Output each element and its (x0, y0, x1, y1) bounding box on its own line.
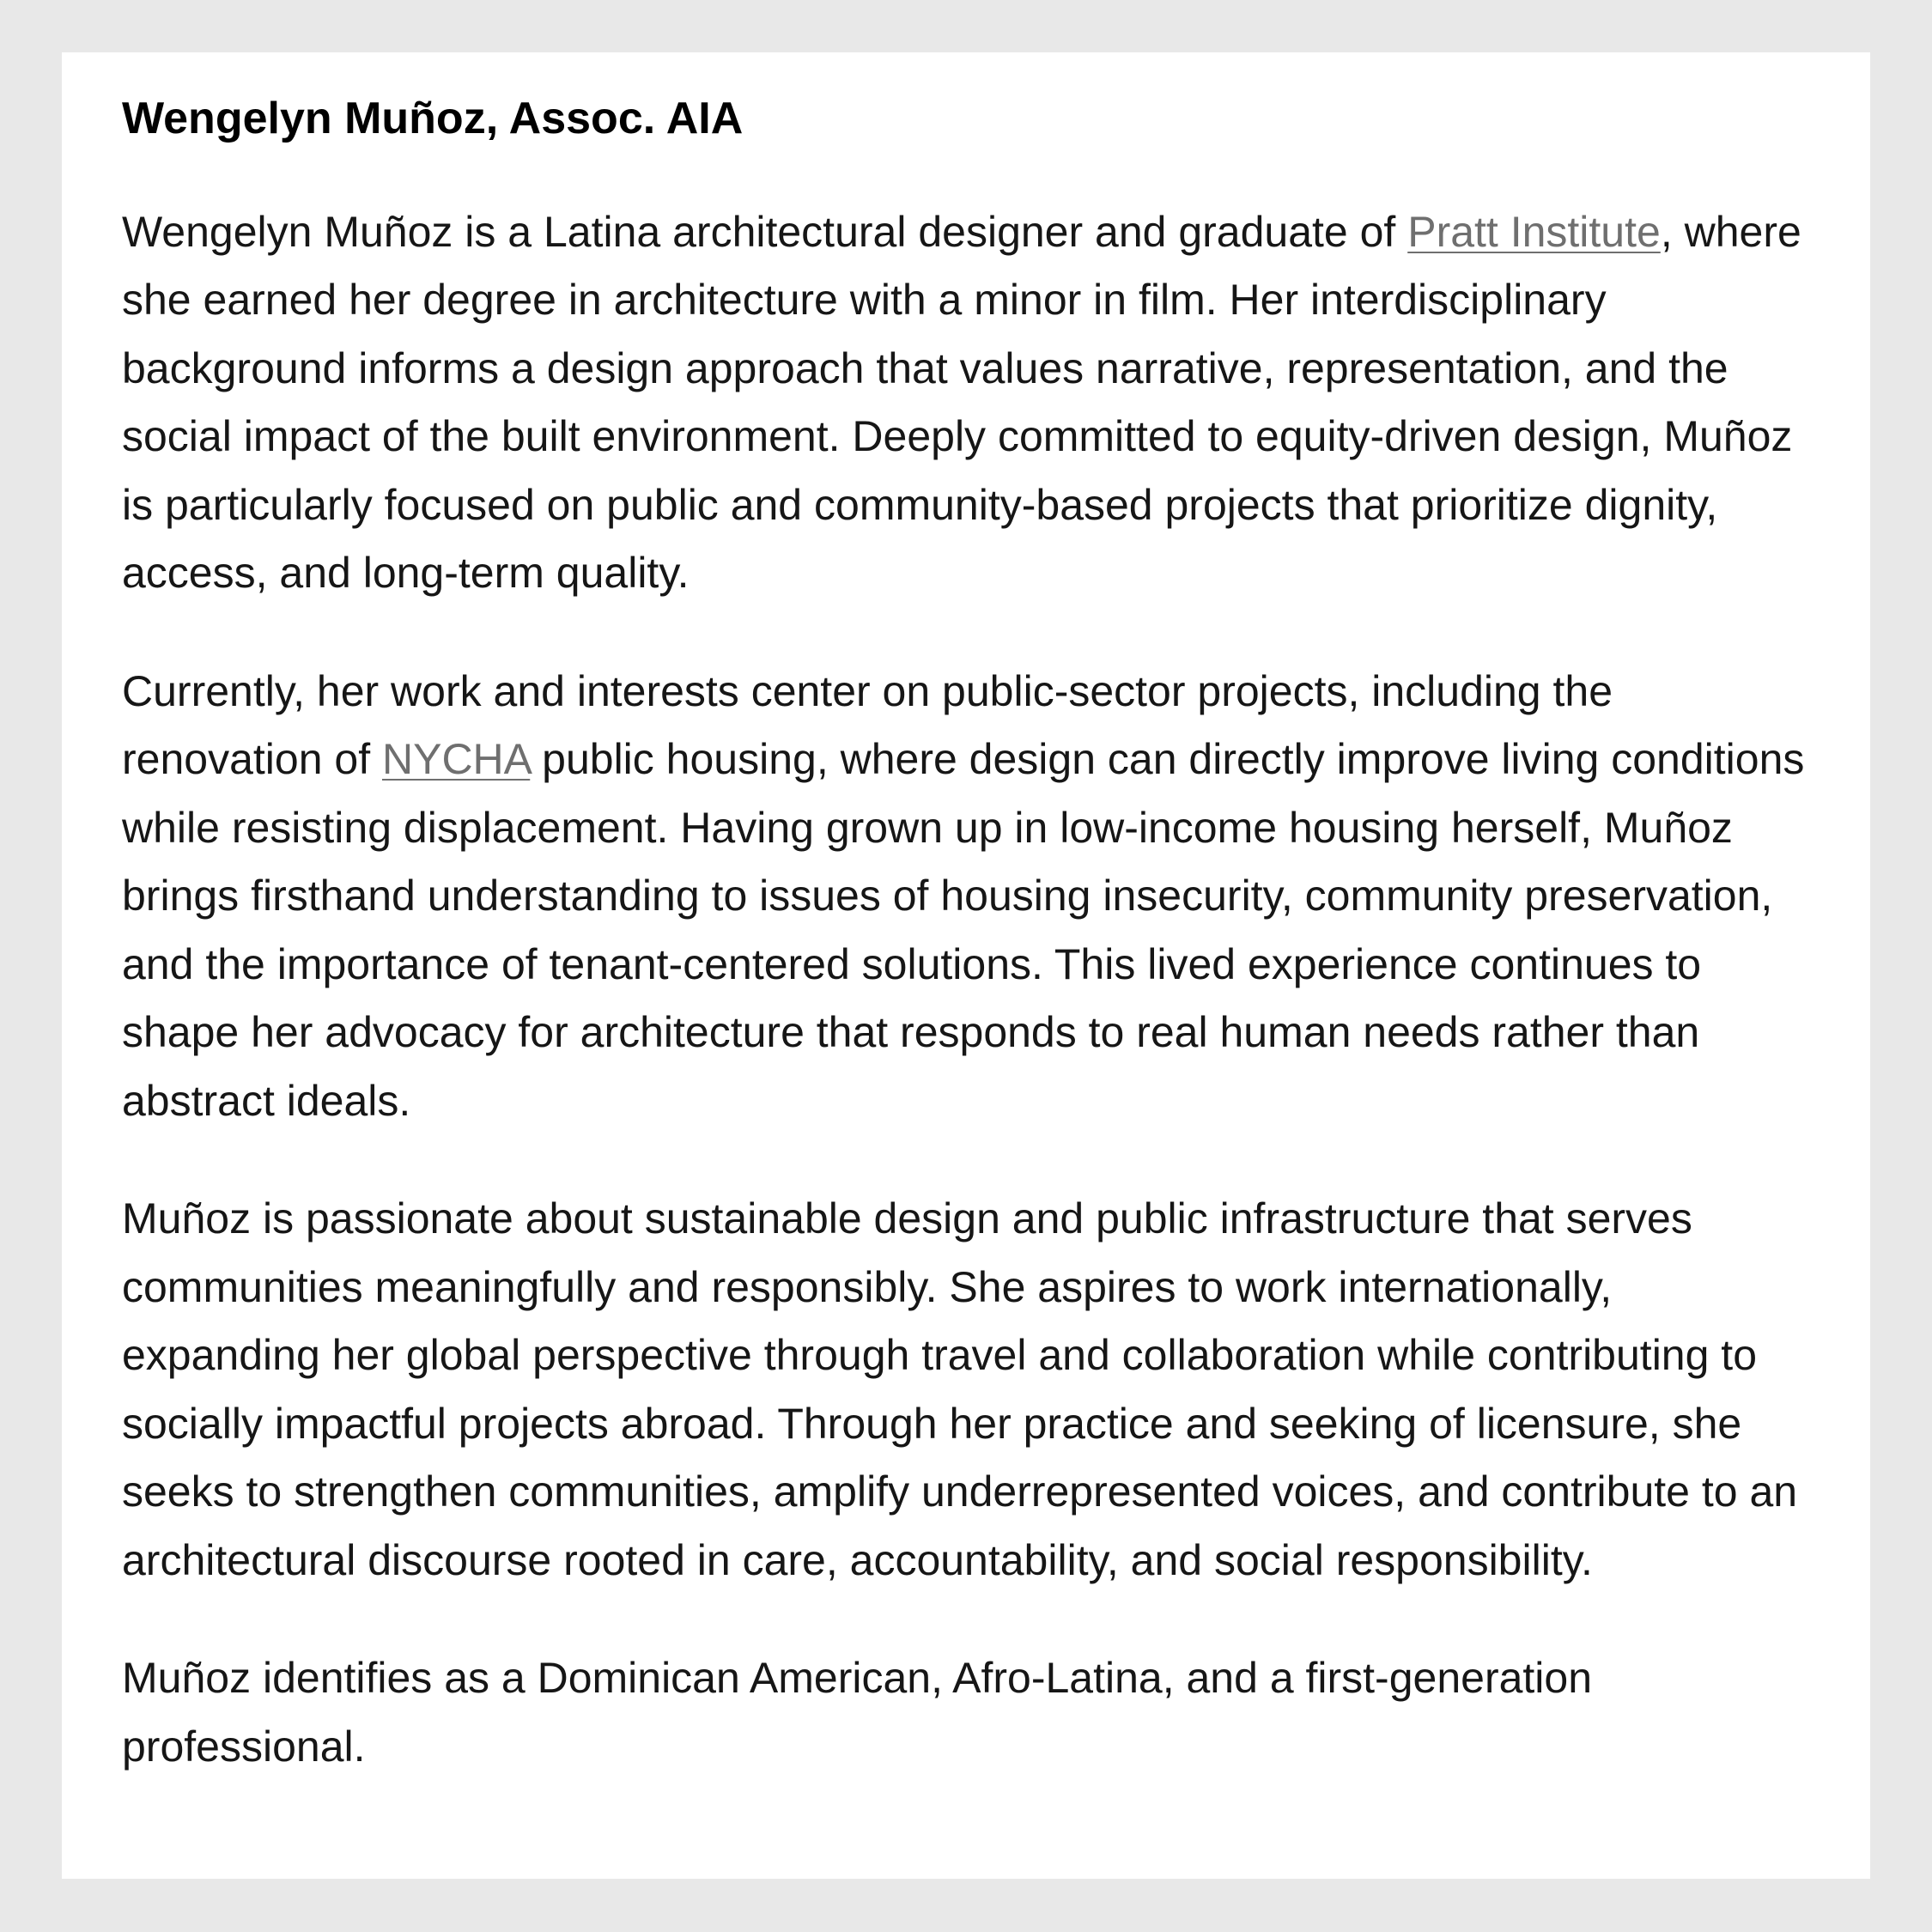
profile-name: Wengelyn Muñoz, Assoc. AIA (122, 94, 744, 143)
nycha-link[interactable]: NYCHA (381, 735, 531, 784)
bio-paragraph-2-text-start: Currently, her work and interests center on public-sector projects, including the renovation of (122, 666, 1613, 784)
bio-paragraph-1-text-end: , where she earned her degree in architecture with a minor in film. Her interdisciplinary background informs a design approach that values narrative, representation, and the social impact of the built environment. Deeply committed to equity-driven design, Muñoz is particularly focused on public and community-based projects that prioritize dignity, access, and long-term quality. (122, 207, 1801, 598)
bio-card (62, 52, 1870, 1879)
bio-paragraph-4: Muñoz identifies as a Dominican American, Afro-Latina, and a first-generation professional. (122, 1654, 1593, 1771)
bio-paragraph-3: Muñoz is passionate about sustainable design and public infrastructure that serves communities meaningfully and responsibly. She aspires to work internationally, expanding her global perspective through travel and collaboration while contributing to socially impactful projects abroad. Through her practice and seeking of licensure, she seeks to strengthen communities, amplify underrepresented voices, and contribute to an architectural discourse rooted in care, accountability, and social responsibility. (122, 1194, 1798, 1584)
bio-paragraph-1-text-start: Wengelyn Muñoz is a Latina architectural designer and graduate of (122, 207, 1408, 256)
bio-paragraph-2 (122, 658, 1810, 1136)
bio-paragraph-1 (122, 198, 1810, 608)
bio-paragraph-2-text-end: public housing, where design can directly improve living conditions while resisting displacement. Having grown up in low-income housing herself, Muñoz brings firsthand understanding to issues of housing insecurity, community preservation, and the importance of tenant-centered solutions. This lived experience continues to shape her advocacy for architecture that responds to real human needs rather than abstract ideals. (122, 735, 1805, 1125)
pratt-institute-link[interactable]: Pratt Institute (1407, 207, 1661, 256)
